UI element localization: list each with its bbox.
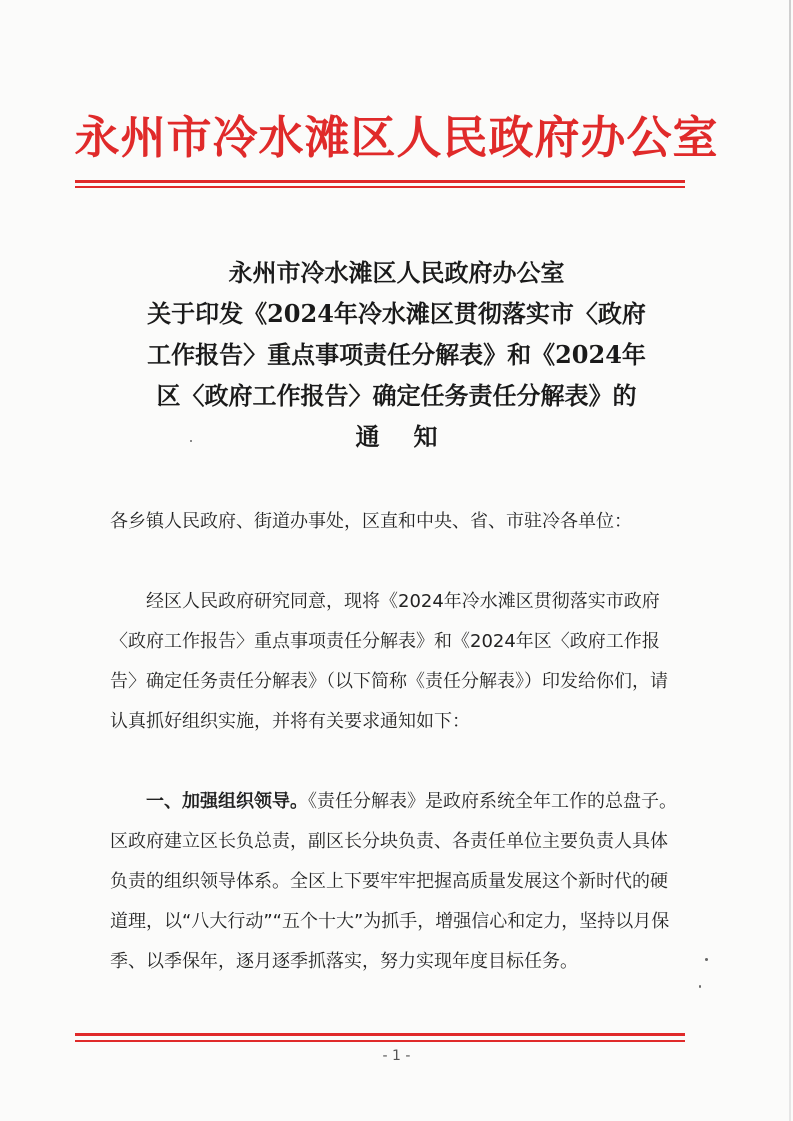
masthead-rule-thick bbox=[75, 180, 685, 183]
section-1-text: 《责任分解表》是政府系统全年工作的总盘子。区政府建立区长负总责，副区长分块负责、各责任单位主要负责人具体负责的组织领导体系。全区上下要牢牢把握高质量发展这个新时代的硬道理，以“八大行动”“五个十大”为抓手，增强信心和定力，坚持以月保季、以季保年，逐月逐季抓落实，努力实现年度目标任务。 bbox=[110, 791, 677, 972]
section-1-paragraph bbox=[110, 782, 680, 982]
document-title bbox=[100, 252, 693, 457]
masthead-rule-thin bbox=[75, 186, 685, 188]
scan-speck bbox=[699, 985, 701, 988]
masthead-org-name: 永州市冷水滩区人民政府办公室 bbox=[74, 111, 719, 164]
title-line: 区〈政府工作报告〉确定任务责任分解表》的 bbox=[156, 381, 637, 410]
scan-edge bbox=[789, 0, 791, 1121]
scan-speck bbox=[705, 958, 708, 961]
title-line: 关于印发《2024年冷水滩区贯彻落实市〈政府 bbox=[147, 299, 646, 328]
title-line: 工作报告〉重点事项责任分解表》和《2024年 bbox=[147, 340, 646, 369]
footer-rule-thick bbox=[75, 1033, 685, 1036]
section-1-heading: 一、加强组织领导。 bbox=[146, 791, 308, 812]
intro-paragraph: 经区人民政府研究同意，现将《2024年冷水滩区贯彻落实市政府〈政府工作报告〉重点事项责任分解表》和《2024年区〈政府工作报告〉确定任务责任分解表》（以下简称《责任分解表》）印发给你们，请认真抓好组织实施，并将有关要求通知如下： bbox=[110, 591, 668, 732]
footer-rule-thin bbox=[75, 1040, 685, 1042]
page-number: - 1 - bbox=[382, 1048, 411, 1064]
scan-speck bbox=[190, 440, 192, 442]
title-notice: 通知 bbox=[355, 422, 472, 451]
title-line: 永州市冷水滩区人民政府办公室 bbox=[228, 258, 565, 287]
addressee: 各乡镇人民政府、街道办事处，区直和中央、省、市驻冷各单位： bbox=[110, 511, 632, 532]
